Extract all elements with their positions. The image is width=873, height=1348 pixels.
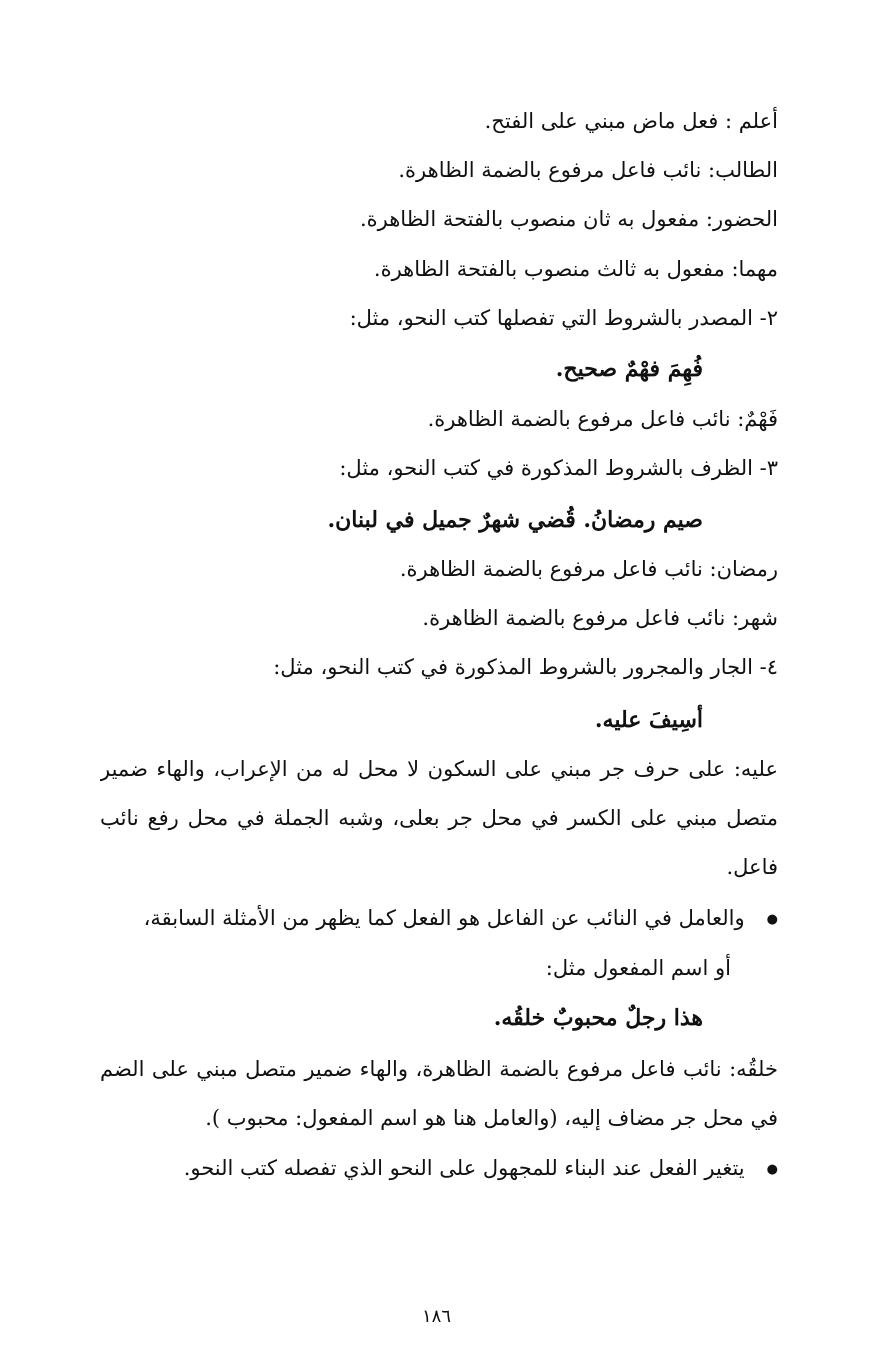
text-line: فَهْمٌ: نائب فاعل مرفوع بالضمة الظاهرة. bbox=[427, 407, 778, 431]
text-line: خلقُه: نائب فاعل مرفوع بالضمة الظاهرة، والهاء ضمير متصل مبني على الضم bbox=[100, 1057, 778, 1081]
text-line: أعلم : فعل ماض مبني على الفتح. bbox=[484, 109, 778, 133]
bullet-item: ● يتغير الفعل عند البناء للمجهول على النحو الذي تفصله كتب النحو. bbox=[184, 1151, 778, 1187]
example-sentence: صيم رمضانُ. قُضي شهرٌ جميل في لبنان. bbox=[327, 507, 703, 533]
text-line: الحضور: مفعول به ثان منصوب بالفتحة الظاهرة. bbox=[359, 207, 778, 231]
section-heading: ٣- الظرف بالشروط المذكورة في كتب النحو، مثل: bbox=[339, 456, 778, 480]
text-line: فاعل. bbox=[726, 855, 778, 879]
section-heading: ٢- المصدر بالشروط التي تفصلها كتب النحو، مثل: bbox=[349, 306, 778, 330]
bullet-item: ● والعامل في النائب عن الفاعل هو الفعل كما يظهر من الأمثلة السابقة، bbox=[144, 901, 778, 937]
text-line: عليه: على حرف جر مبني على السكون لا محل له من الإعراب، والهاء ضمير bbox=[100, 757, 778, 781]
text-line: أو اسم المفعول مثل: bbox=[545, 956, 731, 980]
example-sentence: هذا رجلٌ محبوبٌ خلقُه. bbox=[493, 1005, 703, 1031]
text-line: الطالب: نائب فاعل مرفوع بالضمة الظاهرة. bbox=[398, 158, 778, 182]
section-heading: ٤- الجار والمجرور بالشروط المذكورة في كتب النحو، مثل: bbox=[273, 655, 778, 679]
example-sentence: فُهِمَ فهْمٌ صحيح. bbox=[555, 356, 703, 382]
text-line: شهر: نائب فاعل مرفوع بالضمة الظاهرة. bbox=[422, 606, 778, 630]
text-line: مهما: مفعول به ثالث منصوب بالفتحة الظاهرة. bbox=[373, 257, 778, 281]
page-number: ١٨٦ bbox=[421, 1306, 451, 1327]
text-line: متصل مبني على الكسر في محل جر بعلى، وشبه الجملة في محل رفع نائب bbox=[100, 806, 778, 830]
text-line: رمضان: نائب فاعل مرفوع بالضمة الظاهرة. bbox=[399, 557, 778, 581]
example-sentence: أسِيفَ عليه. bbox=[594, 707, 703, 733]
text-line: في محل جر مضاف إليه، (والعامل هنا هو اسم المفعول: محبوب ). bbox=[205, 1106, 778, 1130]
